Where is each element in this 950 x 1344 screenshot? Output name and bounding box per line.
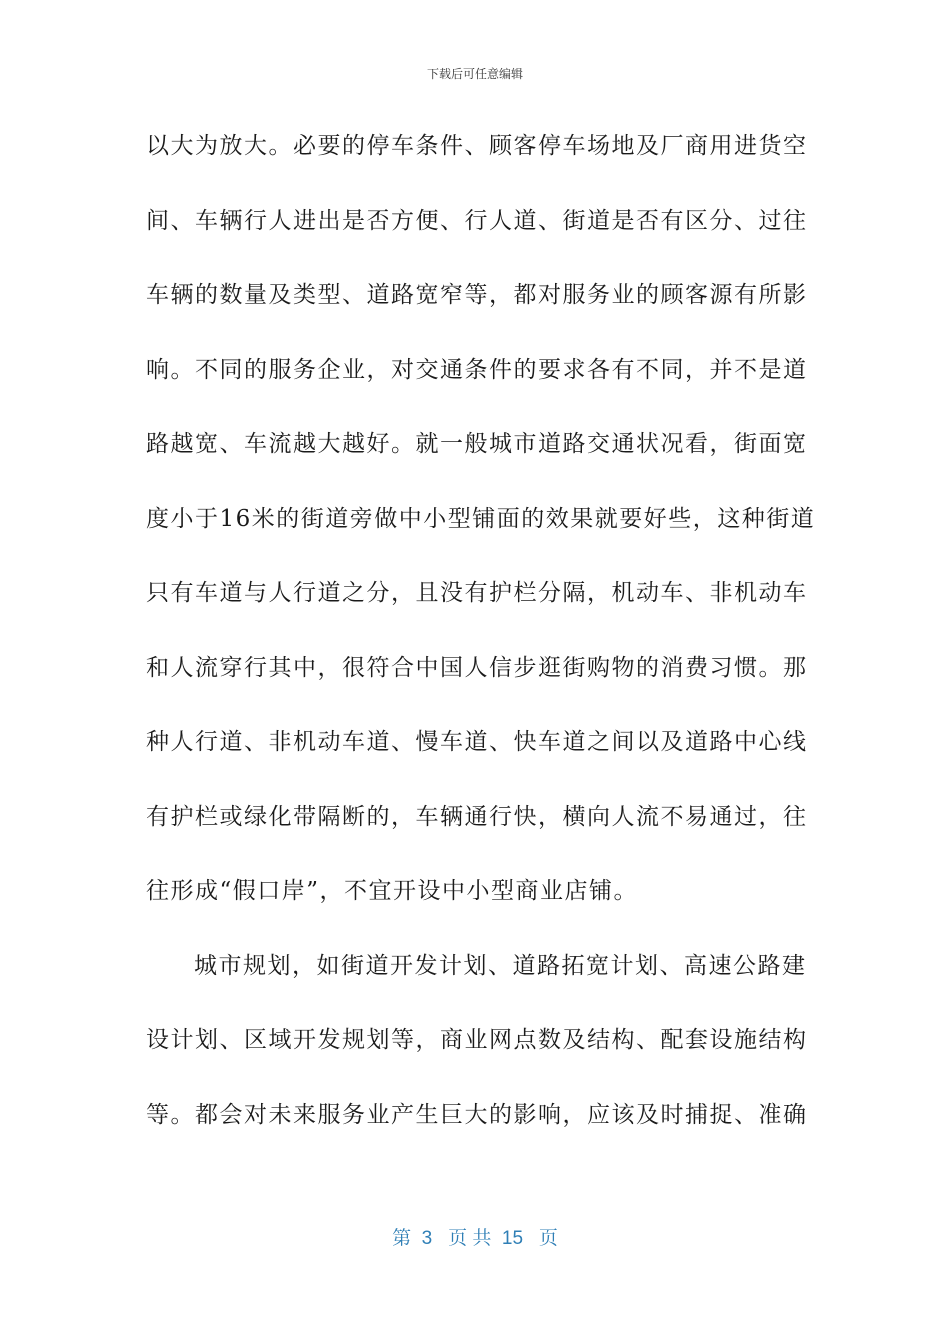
paragraph-line: 只有车道与人行道之分，且没有护栏分隔，机动车、非机动车 xyxy=(146,580,808,606)
page-header: 下载后可任意编辑 xyxy=(426,67,523,81)
paragraph-line: 城市规划，如街道开发计划、道路拓宽计划、高速公路建 xyxy=(194,952,807,979)
paragraph-line: 设计划、区域开发规划等，商业网点数及结构、配套设施结构 xyxy=(146,1027,808,1053)
paragraph-line: 和人流穿行其中，很符合中国人信步逛街购物的消费习惯。那 xyxy=(146,654,808,681)
page-number-footer: 第 3 页 共 15 页 xyxy=(392,1228,558,1249)
paragraph-line: 间、车辆行人进出是否方便、行人道、街道是否有区分、过往 xyxy=(146,207,808,234)
body-text xyxy=(146,124,816,1167)
paragraph-line: 等。都会对未来服务业产生巨大的影响，应该及时捕捉、准确 xyxy=(146,1101,808,1128)
paragraph-line: 度小于16米的街道旁做中小型铺面的效果就要好些，这种街道 xyxy=(146,505,816,532)
paragraph-line: 种人行道、非机动车道、慢车道、快车道之间以及道路中心线 xyxy=(146,729,808,755)
paragraph-line: 路越宽、车流越大越好。就一般城市道路交通状况看，街面宽 xyxy=(146,431,808,457)
paragraph-line: 往形成“假口岸”，不宜开设中小型商业店铺。 xyxy=(146,878,639,904)
paragraph-line: 有护栏或绿化带隔断的，车辆通行快，横向人流不易通过，往 xyxy=(146,803,808,830)
paragraph-line: 车辆的数量及类型、道路宽窄等，都对服务业的顾客源有所影 xyxy=(146,282,808,308)
paragraph-line: 以大为放大。必要的停车条件、顾客停车场地及厂商用进货空 xyxy=(146,133,808,159)
paragraph-line: 响。不同的服务企业，对交通条件的要求各有不同，并不是道 xyxy=(146,356,808,383)
